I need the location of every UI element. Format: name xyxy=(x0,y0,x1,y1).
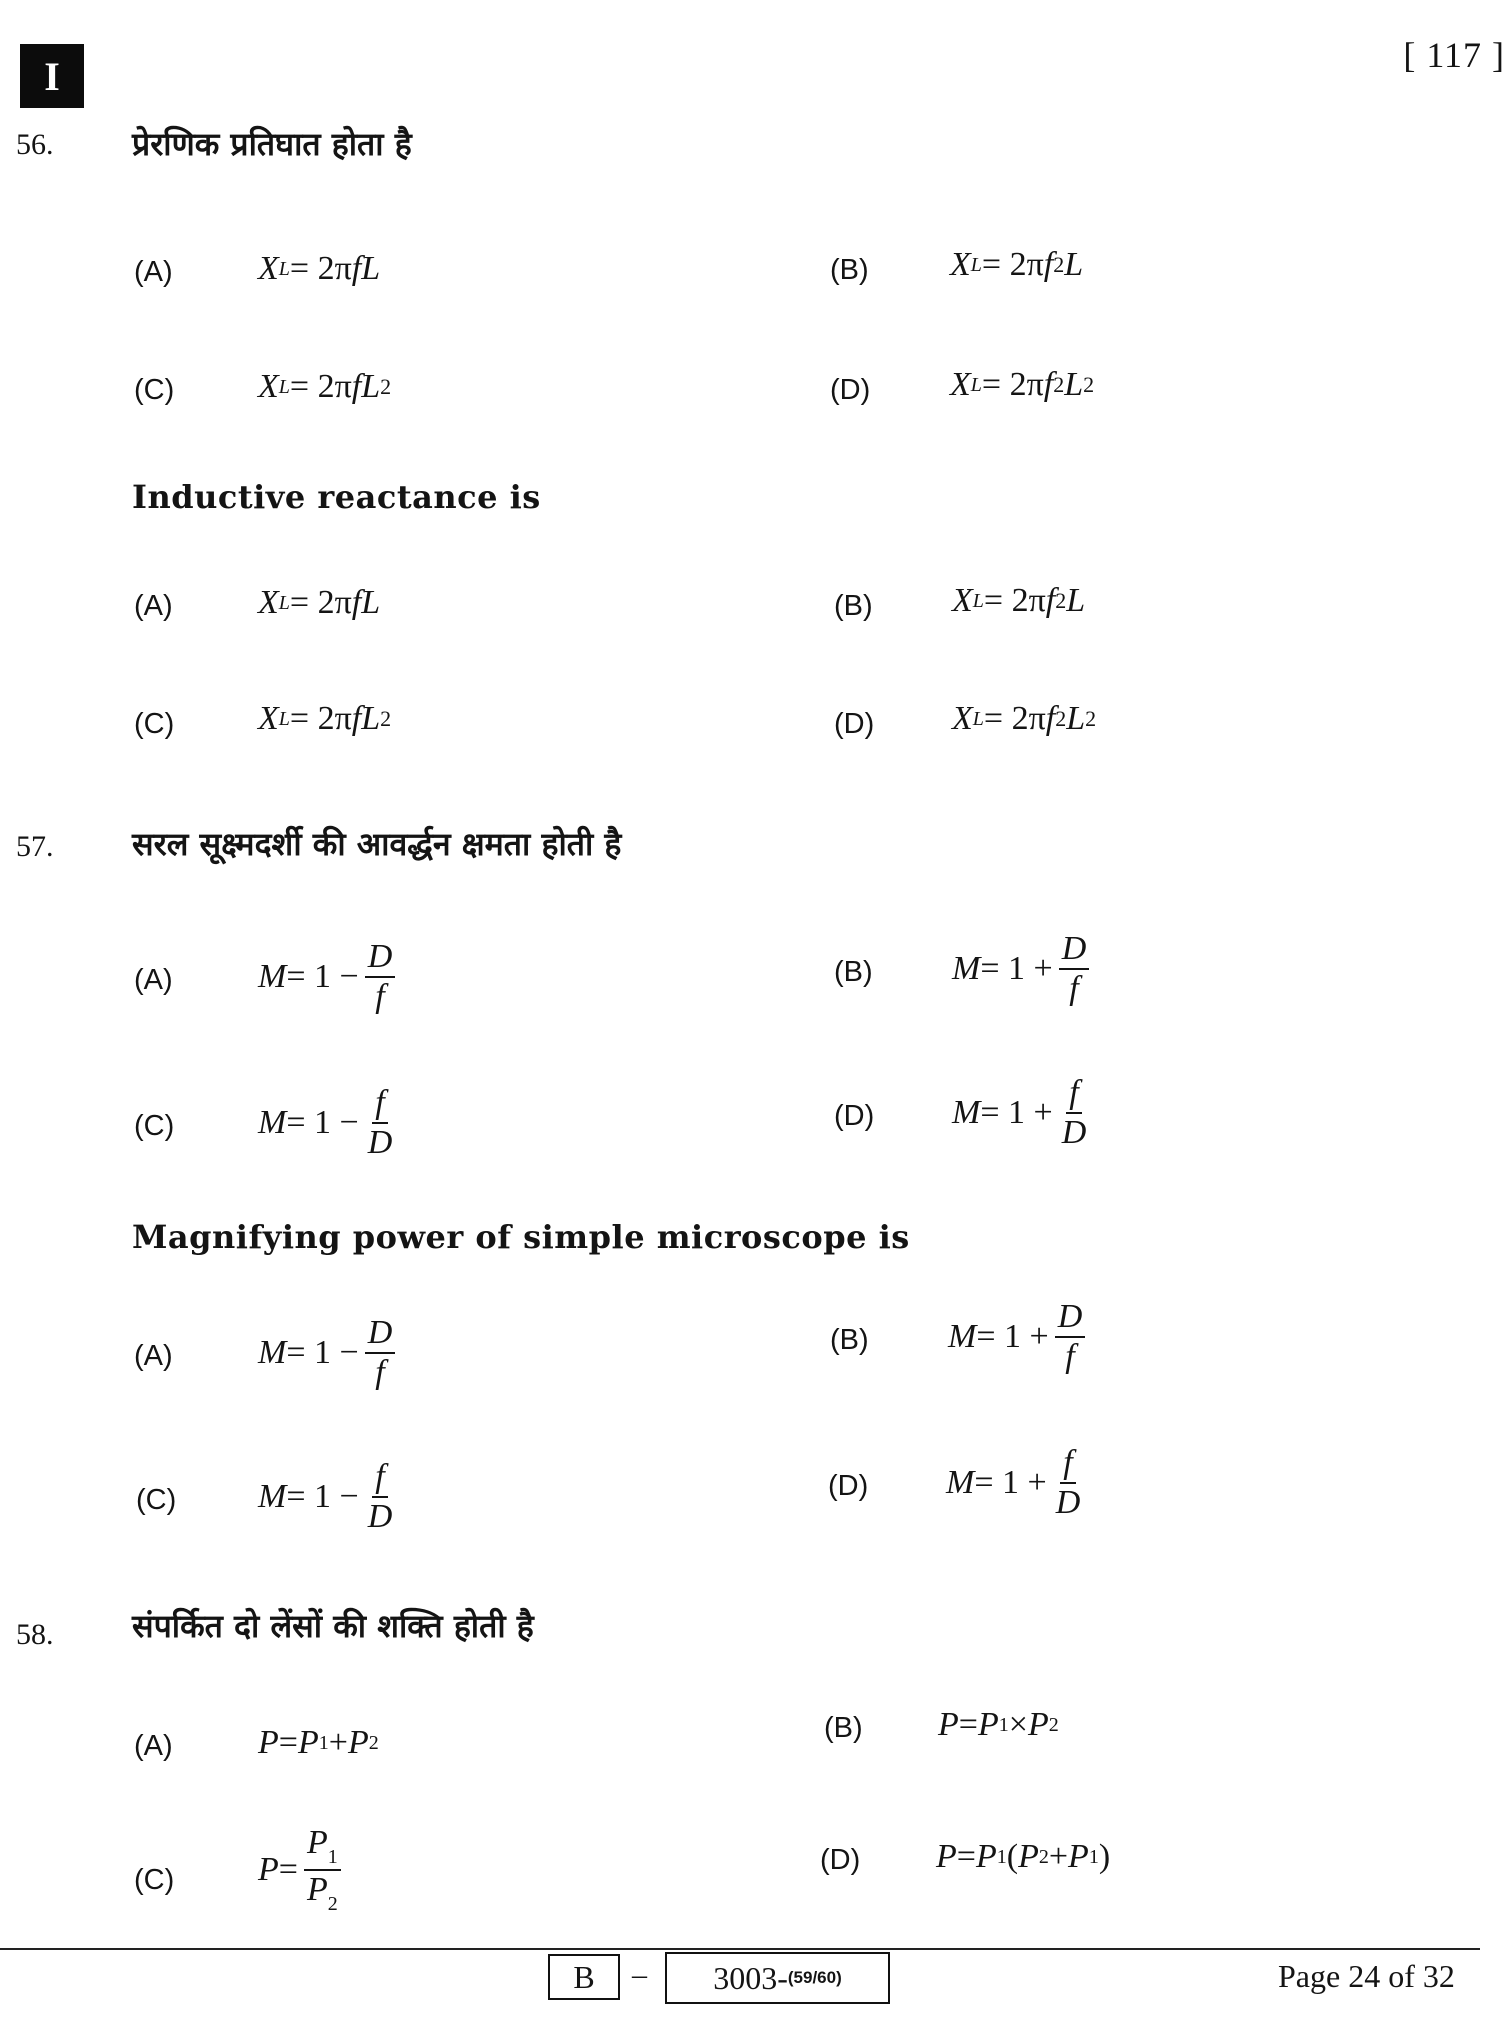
question-number-56: 56. xyxy=(16,128,54,161)
q58-option-a-label: (A) xyxy=(134,1730,173,1762)
question-number-57: 57. xyxy=(16,830,54,863)
q57-en-option-c-formula: M = 1 − $\frac{f}{D}$ xyxy=(258,1458,393,1535)
q58-option-d-formula: P = P 1 ( P 2 + P 1 ) xyxy=(936,1838,1111,1875)
q58-option-c-label: (C) xyxy=(134,1864,175,1896)
q56-hi-option-d-label: (D) xyxy=(830,374,871,406)
set-code-box xyxy=(548,1954,620,2000)
paper-code: 3003- xyxy=(713,1959,788,1996)
q57-en-option-a-label: (A) xyxy=(134,1340,173,1372)
q56-hi-option-c-label: (C) xyxy=(134,374,175,406)
paper-code-suffix: (59/60) xyxy=(787,1968,842,1987)
question-number-58: 58. xyxy=(16,1618,54,1651)
page-number: [ 117 ] xyxy=(1403,35,1505,75)
q56-en-option-c-label: (C) xyxy=(134,708,175,740)
q57-en-option-b-formula: M = 1 + $\frac{D}{f}$ xyxy=(948,1300,1085,1374)
q57-en-option-d-label: (D) xyxy=(828,1470,869,1502)
set-badge: I xyxy=(20,44,84,108)
q57-en-option-a-formula: M = 1 − $\frac{D}{f}$ xyxy=(258,1316,395,1390)
q58-option-b-label: (B) xyxy=(824,1712,863,1744)
question-57-hindi-text: सरल सूक्ष्मदर्शी की आवर्द्धन क्षमता होती है xyxy=(132,825,622,863)
question-57-english-text: Magnifying power of simple microscope is xyxy=(132,1218,910,1256)
q57-en-option-b-label: (B) xyxy=(830,1324,869,1356)
q57-hi-option-c-label: (C) xyxy=(134,1110,175,1142)
q56-en-option-c-formula: X L = 2π f L 2 xyxy=(258,700,392,737)
q57-hi-option-b-formula: M = 1 + $\frac{D}{f}$ xyxy=(952,932,1089,1006)
paper-code-box xyxy=(665,1952,890,2004)
footer-dash: – xyxy=(632,1958,647,1991)
q57-hi-option-b-label: (B) xyxy=(834,956,873,988)
q56-hi-option-c-formula: X L = 2π f L 2 xyxy=(258,368,392,405)
q56-en-option-d-formula: X L = 2π f 2 L 2 xyxy=(952,700,1097,737)
q56-hi-option-a-label: (A) xyxy=(134,256,173,288)
q57-hi-option-d-formula: M = 1 + $\frac{f}{D}$ xyxy=(952,1074,1087,1151)
page-info: Page 24 of 32 xyxy=(1278,1958,1455,1994)
q56-en-option-a-label: (A) xyxy=(134,590,173,622)
set-code: B xyxy=(573,1958,595,1995)
q56-en-option-b-formula: X L = 2π f 2 L xyxy=(952,582,1086,619)
q57-en-option-d-formula: M = 1 + $\frac{f}{D}$ xyxy=(946,1444,1081,1521)
q57-hi-option-d-label: (D) xyxy=(834,1100,875,1132)
footer-divider xyxy=(0,1948,1480,1950)
q56-en-option-b-label: (B) xyxy=(834,590,873,622)
q56-hi-option-d-formula: X L = 2π f 2 L 2 xyxy=(950,366,1095,403)
q58-option-b-formula: P = P 1 × P 2 xyxy=(938,1706,1059,1743)
q56-en-option-d-label: (D) xyxy=(834,708,875,740)
question-56-english-text: Inductive reactance is xyxy=(132,478,541,516)
q56-hi-option-b-label: (B) xyxy=(830,254,869,286)
q56-en-option-a-formula: X L = 2π f L xyxy=(258,584,381,621)
q57-en-option-c-label: (C) xyxy=(136,1484,177,1516)
q56-hi-option-a-formula: X L = 2π f L xyxy=(258,250,381,287)
q58-option-d-label: (D) xyxy=(820,1844,861,1876)
q57-hi-option-c-formula: M = 1 − $\frac{f}{D}$ xyxy=(258,1084,393,1161)
q58-option-a-formula: P = P 1 + P 2 xyxy=(258,1724,379,1761)
question-58-hindi-text: संपर्कित दो लेंसों की शक्ति होती है xyxy=(132,1607,534,1645)
q58-option-c-formula: P = $\frac{P_1}{P_2}$ xyxy=(258,1826,341,1914)
q57-hi-option-a-formula: M = 1 − $\frac{D}{f}$ xyxy=(258,940,395,1014)
q57-hi-option-a-label: (A) xyxy=(134,964,173,996)
q56-hi-option-b-formula: X L = 2π f 2 L xyxy=(950,246,1084,283)
question-56-hindi-text: प्रेरणिक प्रतिघात होता है xyxy=(132,125,412,163)
